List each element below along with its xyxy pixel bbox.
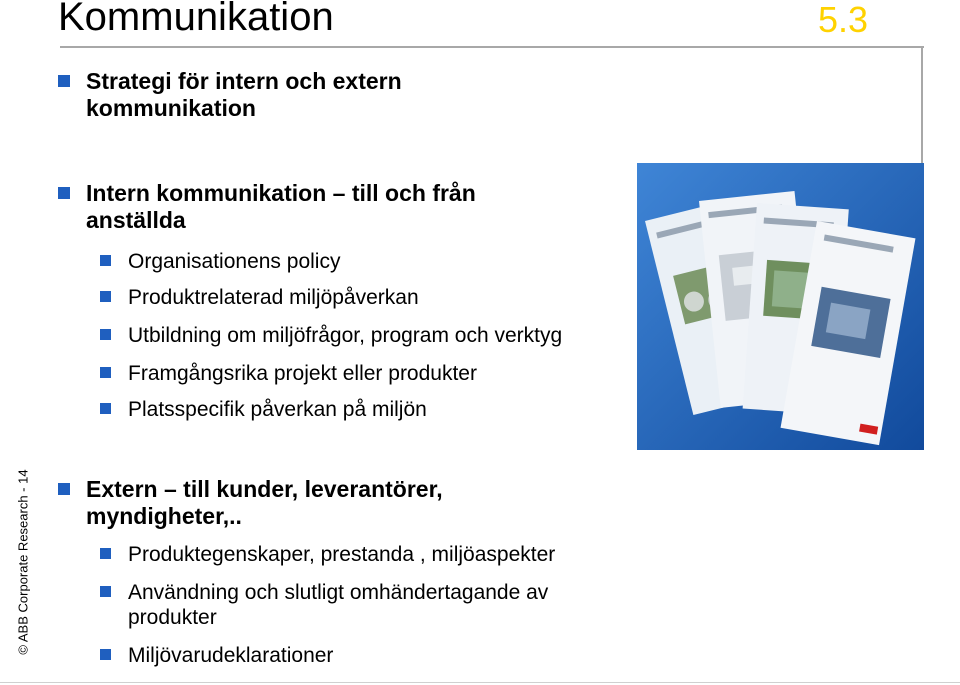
footer-divider xyxy=(0,682,960,683)
sub-bullet-text: Framgångsrika projekt eller produkter xyxy=(128,362,477,385)
square-bullet-icon xyxy=(100,329,111,340)
footer-copyright xyxy=(12,462,34,662)
bullet-external xyxy=(58,476,578,530)
sub-bullet-text: Utbildning om miljöfrågor, program och verktyg xyxy=(128,324,563,347)
sub-bullet xyxy=(100,643,660,668)
sub-bullet-text: Platsspecifik påverkan på miljön xyxy=(128,398,427,421)
sub-bullet xyxy=(100,397,660,422)
square-bullet-icon xyxy=(100,255,111,266)
frame-top-line xyxy=(60,46,924,48)
sub-bullet xyxy=(100,542,660,567)
square-bullet-icon xyxy=(100,586,111,597)
sub-bullet xyxy=(100,580,620,630)
sub-bullet-text: Användning och slutligt omhändertagande av produkter xyxy=(128,581,549,629)
sub-bullet xyxy=(100,361,660,386)
square-bullet-icon xyxy=(100,291,111,302)
brochures-photo xyxy=(637,163,924,450)
sub-bullet-text: Miljövarudeklarationer xyxy=(128,644,334,667)
square-bullet-icon xyxy=(58,75,70,87)
square-bullet-icon xyxy=(58,187,70,199)
sub-bullet-text: Produktegenskaper, prestanda , miljöaspekter xyxy=(128,543,556,566)
footer-copyright-text: © ABB Corporate Research - 14 xyxy=(15,469,31,655)
slide-title: Kommunikation xyxy=(58,0,334,39)
square-bullet-icon xyxy=(100,649,111,660)
sub-bullet xyxy=(100,285,660,310)
bullet-strategy xyxy=(58,68,578,122)
square-bullet-icon xyxy=(100,403,111,414)
slide-number: 5.3 xyxy=(818,0,869,40)
sub-bullet xyxy=(100,249,660,274)
square-bullet-icon xyxy=(100,548,111,559)
brochures-image xyxy=(637,163,924,450)
sub-bullet xyxy=(100,323,660,348)
bullet-text: Intern kommunikation – till och från anställda xyxy=(86,180,476,233)
frame-right-line xyxy=(921,46,923,166)
square-bullet-icon xyxy=(100,367,111,378)
sub-bullet-text: Produktrelaterad miljöpåverkan xyxy=(128,286,419,309)
bullet-text: Strategi för intern och extern kommunikation xyxy=(86,68,402,121)
sub-bullet-text: Organisationens policy xyxy=(128,250,341,273)
square-bullet-icon xyxy=(58,483,70,495)
bullet-text: Extern – till kunder, leverantörer, myndigheter,.. xyxy=(86,476,443,529)
bullet-internal xyxy=(58,180,578,234)
